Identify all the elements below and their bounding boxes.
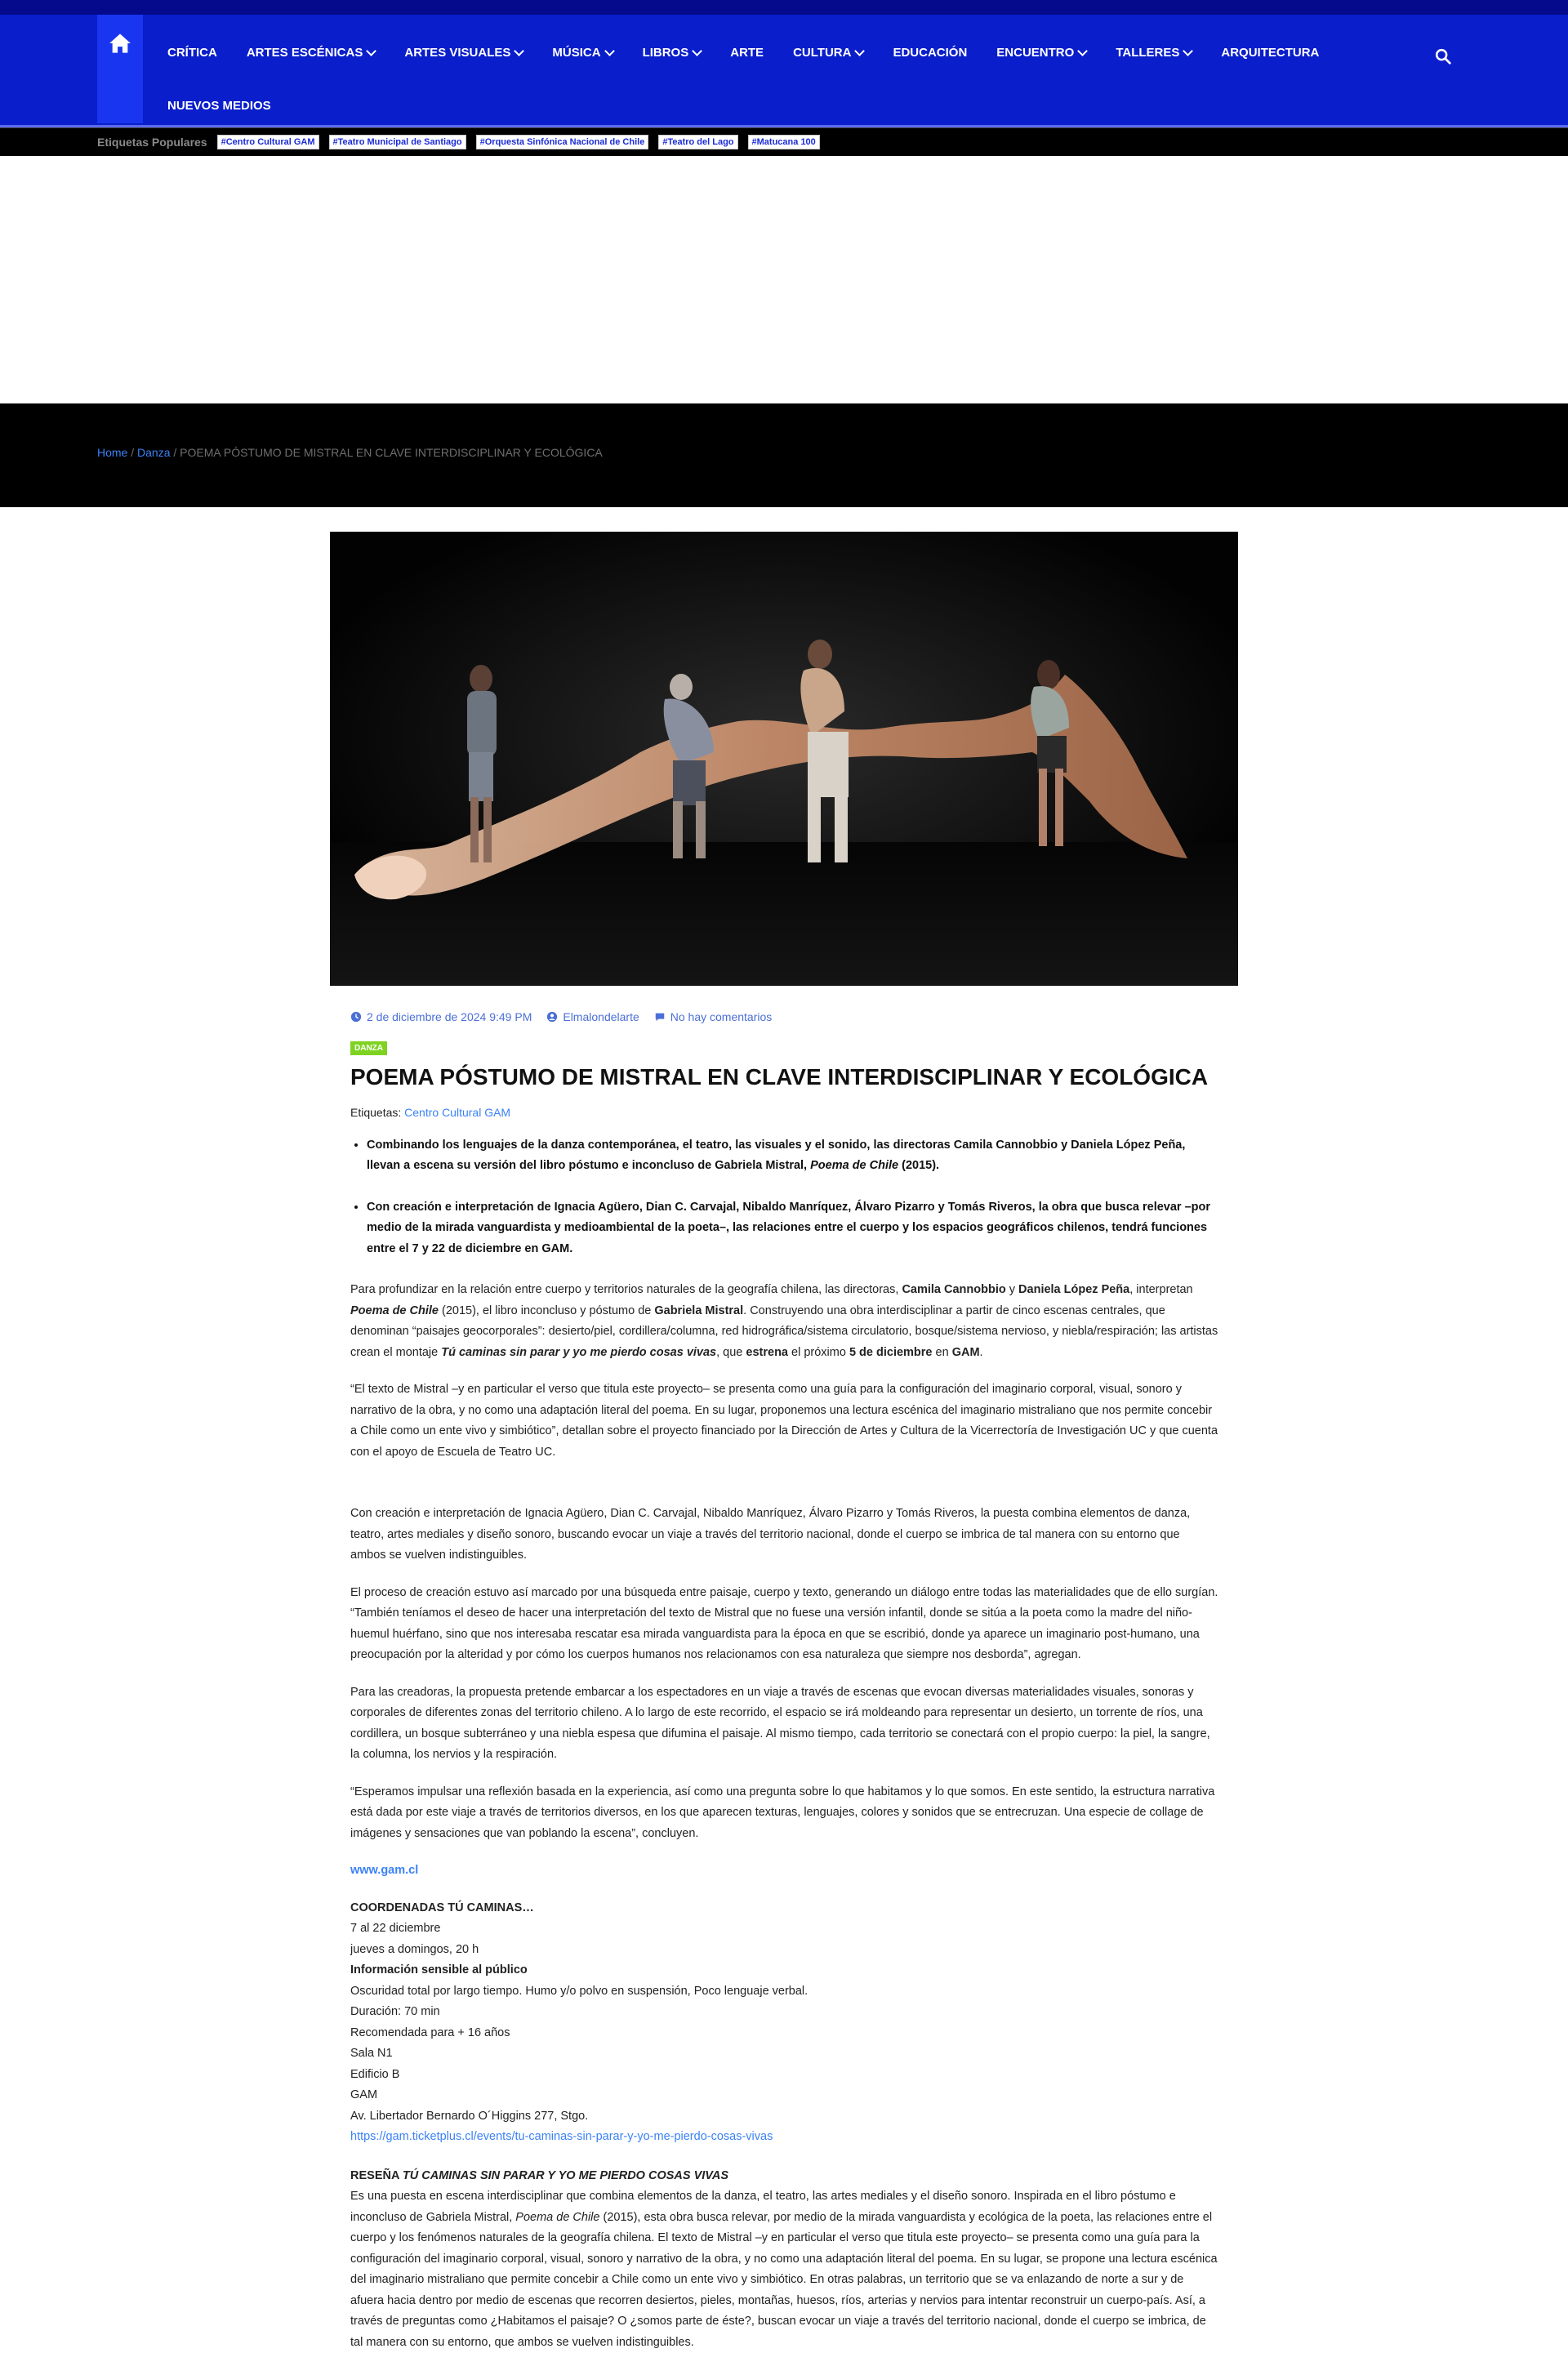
review-text: Es una puesta en escena interdisciplinar que combina elementos de la danza, el teatro, las artes mediales y el diseño sonoro. Inspirada en el libro póstumo e inconcluso de Gabriela Mistral, Poema de Chile (2015), esta obra busca relevar, por medio de la mirada vanguardista y ecológica de la poeta, las relaciones entre el cuerpo y los fenómenos naturales de la geografía chilena. El texto de Mistral –y en particular el verso que titula este proyecto– se presenta como una guía para la configuración del imaginario corporal, visual, sonoro y narrativo de la obra, y no como una adaptación literal del poema. En su lugar, se propone una lectura escénica del imaginario mistraliano que permite concebir a Chile como un ente vivo y simbiótico. En otras palabras, un territorio que se va enlazando de norte a sur y de afuera hacia dentro por medio de escenas que recorren desiertos, pieles, montañas, huesos, ríos, arterias y nervios para intentar reconstruir un cuerpo-país. Así, a través de preguntas como ¿Habitamos el paisaje? O ¿somos parte de éste?, buscan evocar un viaje a través del territorio nacional, donde el cuerpo se imbrica, de tal manera con su entorno, que ambos se vuelven indistinguibles.	[350, 2190, 1218, 2349]
post-author[interactable]	[546, 1010, 639, 1023]
nav-item-nuevos-medios[interactable]: NUEVOS MEDIOS	[167, 99, 271, 113]
detail-sensitive: Oscuridad total por largo tiempo. Humo y/o polvo en suspensión, Poco lenguaje verbal.	[350, 1984, 808, 1998]
post-comments[interactable]	[654, 1010, 773, 1023]
tag-link[interactable]: #Orquesta Sinfónica Nacional de Chile	[476, 135, 649, 149]
post-comments-text: No hay comentarios	[670, 1010, 773, 1023]
article-title: POEMA PÓSTUMO DE MISTRAL EN CLAVE INTERDISCIPLINAR Y ECOLÓGICA	[350, 1064, 1209, 1090]
spacer	[350, 1479, 1218, 1504]
nav-menu	[167, 46, 1348, 60]
nav-item-label: CRÍTICA	[167, 46, 217, 60]
post-author-text: Elmalondelarte	[563, 1010, 639, 1023]
detail-schedule: jueves a domingos, 20 h	[350, 1942, 479, 1956]
detail-duration: Duración: 70 min	[350, 2005, 440, 2019]
nav-item-label: ENCUENTRO	[996, 46, 1075, 60]
nav-item-label: MÚSICA	[552, 46, 601, 60]
tickets-link[interactable]: https://gam.ticketplus.cl/events/tu-caminas-sin-parar-y-yo-me-pierdo-cosas-vivas	[350, 2130, 773, 2144]
detail-venue: GAM	[350, 2088, 378, 2102]
paragraph: Para las creadoras, la propuesta pretende embarcar a los espectadores en un viaje a través de escenas que evocan diversas materialidades visuales, sonoras y corporales de diferentes zonas del territorio chileno. A lo largo de este recorrido, el espacio se irá moldeando para representar un desierto, un torrente de ríos, una cordillera, un bosque subterráneo y una niebla espesa que difumina el paisaje. Al mismo tiempo, cada territorio se conectará con el propio cuerpo: la piel, la sangre, la columna, los nervios y la respiración.	[350, 1685, 1210, 1762]
tag-link[interactable]: #Centro Cultural GAM	[217, 135, 319, 149]
paragraph-intro: Para profundizar en la relación entre cuerpo y territorios naturales de la geografía chilena, las directoras, Camila Cannobbio y Daniela López Peña, interpretan Poema de Chile (2015), el libro inconcluso y póstumo de Gabriela Mistral. Construyendo una obra interdisciplinar a partir de cinco escenas centrales, que denominan “paisajes geocorporales”: desierto/piel, cordillera/columna, red hidrográfica/sistema circulatorio, bosque/sistema nervioso, y niebla/respiración; las artistas crean el montaje Tú caminas sin parar y yo me pierdo cosas vivas, que estrena el próximo 5 de diciembre en GAM.	[350, 1283, 1218, 1359]
tag-link[interactable]: #Matucana 100	[748, 135, 820, 149]
clock-icon	[350, 1011, 362, 1023]
nav-item-artes-visuales[interactable]	[404, 46, 523, 60]
nav-item-label: ARTES ESCÉNICAS	[246, 46, 363, 60]
post-date-text: 2 de diciembre de 2024 9:49 PM	[367, 1010, 532, 1023]
detail-dates: 7 al 22 diciembre	[350, 1922, 441, 1936]
detail-age: Recomendada para + 16 años	[350, 2025, 510, 2039]
nav-menu-row2	[167, 99, 301, 113]
tag-link[interactable]: #Teatro del Lago	[658, 135, 737, 149]
dancers-illustration	[330, 532, 1238, 986]
featured-image	[330, 532, 1238, 986]
search-icon[interactable]	[1434, 47, 1452, 65]
nav-item-libros[interactable]	[643, 46, 702, 60]
nav-item-artes-escénicas[interactable]	[247, 46, 376, 60]
review-heading: RESEÑA TÚ CAMINAS SIN PARAR Y YO ME PIERDO COSAS VIVAS	[350, 2168, 729, 2182]
chevron-down-icon	[514, 46, 525, 56]
nav-item-talleres[interactable]	[1116, 46, 1192, 60]
breadcrumb-section[interactable]: Danza	[137, 446, 171, 459]
nav-item-arte[interactable]	[730, 46, 764, 60]
ad-space	[0, 156, 1568, 403]
detail-building: Edificio B	[350, 2067, 400, 2081]
chevron-down-icon	[604, 46, 615, 56]
nav-item-label: EDUCACIÓN	[893, 46, 968, 60]
nav-item-educación[interactable]	[893, 46, 967, 60]
post-date[interactable]	[350, 1010, 532, 1023]
category-badge[interactable]: DANZA	[350, 1041, 387, 1055]
nav-item-label: ARTE	[730, 46, 764, 60]
breadcrumb-home[interactable]: Home	[97, 446, 128, 459]
bullet-text: Con creación e interpretación de Ignacia Agüero, Dian C. Carvajal, Nibaldo Manríquez, Álvaro Pizarro y Tomás Riveros, la obra que busca relevar –por medio de la mirada vanguardista y medioambiental de la poeta–, las relaciones entre el cuerpo y los espacios geográficos chilenos, tendrá funciones entre el 7 y 22 de diciembre en GAM.	[367, 1200, 1211, 1255]
summary-bullet	[367, 1197, 1218, 1260]
breadcrumb: Home / Danza / POEMA PÓSTUMO DE MISTRAL EN CLAVE INTERDISCIPLINAR Y ECOLÓGICA	[97, 446, 603, 459]
popular-tags-bar	[0, 127, 1568, 156]
bullet-text: Combinando los lenguajes de la danza contemporánea, el teatro, las visuales y el sonido, las directoras Camila Cannobbio y Daniela López Peña, llevan a escena su versión del libro póstumo e inconcluso de Gabriela Mistral,	[367, 1138, 1186, 1173]
nav-item-cultura[interactable]	[793, 46, 863, 60]
nav-item-encuentro[interactable]	[996, 46, 1086, 60]
nav-item-música[interactable]	[552, 46, 612, 60]
chevron-down-icon	[1183, 46, 1194, 56]
nav-item-label: LIBROS	[642, 46, 689, 60]
website-link[interactable]: www.gam.cl	[350, 1864, 419, 1878]
breadcrumb-current: POEMA PÓSTUMO DE MISTRAL EN CLAVE INTERDISCIPLINAR Y ECOLÓGICA	[180, 446, 603, 459]
article	[350, 1010, 1218, 2353]
nav-item-arquitectura[interactable]	[1221, 46, 1319, 60]
nav-item-label: ARQUITECTURA	[1221, 46, 1320, 60]
popular-tags-label: Etiquetas Populares	[97, 136, 207, 149]
nav-item-label: CULTURA	[793, 46, 852, 60]
article-tags	[350, 1106, 1218, 1119]
top-strip	[0, 0, 1568, 15]
chevron-down-icon	[692, 46, 702, 56]
tag-link-gam[interactable]: Centro Cultural GAM	[404, 1105, 511, 1119]
bullet-text: (2015).	[898, 1159, 940, 1173]
sensitive-heading: Información sensible al público	[350, 1963, 528, 1977]
summary-bullet	[367, 1135, 1218, 1177]
paragraph: “El texto de Mistral –y en particular el verso que titula este proyecto– se presenta como una guía para la configuración del imaginario corporal, visual, sonoro y narrativo de la obra, y no como una adaptación literal del poema. En su lugar, proponemos una lectura escénica del imaginario mistraliano que nos permite concebir a Chile como un ente vivo y simbiótico”, detallan sobre el proyecto financiado por la Dirección de Artes y Cultura de la Vicerrectoría de Investigación UC y que cuenta con el apoyo de Escuela de Teatro UC.	[350, 1383, 1218, 1459]
details-heading: COORDENADAS TÚ CAMINAS…	[350, 1901, 534, 1914]
detail-address: Av. Libertador Bernardo O´Higgins 277, Stgo.	[350, 2109, 589, 2123]
main-navigation	[0, 15, 1568, 127]
event-details	[350, 1898, 1218, 2148]
tags-label: Etiquetas:	[350, 1105, 402, 1119]
post-meta	[350, 1010, 1218, 1023]
nav-item-label: TALLERES	[1116, 46, 1180, 60]
home-button[interactable]	[97, 15, 143, 123]
comment-icon	[654, 1011, 666, 1023]
bullet-italic: Poema de Chile	[810, 1159, 899, 1173]
review-section	[350, 2166, 1218, 2353]
user-icon	[546, 1011, 558, 1023]
chevron-down-icon	[855, 46, 866, 56]
paragraph: “Esperamos impulsar una reflexión basada en la experiencia, así como una pregunta sobre lo que habitamos y lo que somos. En este sentido, la estructura narrativa está dada por este viaje a través de territorios diversos, en los que aparecen texturas, lenguajes, colores y sonidos que se entrecruzan. Una especie de collage de imágenes y sensaciones que van poblando la escena”, concluyen.	[350, 1785, 1215, 1840]
chevron-down-icon	[1077, 46, 1088, 56]
nav-item-label: ARTES VISUALES	[404, 46, 511, 60]
paragraph: Con creación e interpretación de Ignacia Agüero, Dian C. Carvajal, Nibaldo Manríquez, Álvaro Pizarro y Tomás Riveros, la puesta combina elementos de danza, teatro, artes mediales y diseño sonoro, buscando evocar un viaje a través del territorio nacional, donde el cuerpo se imbrica de tal manera con su entorno que ambos se vuelven indistinguibles.	[350, 1507, 1191, 1562]
detail-room: Sala N1	[350, 2047, 393, 2061]
chevron-down-icon	[366, 46, 376, 56]
breadcrumb-banner	[0, 403, 1568, 507]
tag-link[interactable]: #Teatro Municipal de Santiago	[329, 135, 466, 149]
summary-bullets	[350, 1135, 1218, 1260]
home-icon	[109, 33, 131, 54]
nav-item-crítica[interactable]	[167, 46, 217, 60]
paragraph: El proceso de creación estuvo así marcado por una búsqueda entre paisaje, cuerpo y texto, generando un diálogo entre todas las materialidades que de ello surgían. “También teníamos el deseo de hacer una interpretación del texto de Mistral que no fuese una versión infantil, donde se sitúa a la poeta como la madre del niño-huemul huérfano, sino que nos interesaba rescatar esa mirada vanguardista para la época en que se escribió, donde ya aparece un imaginario post-humano, una preocupación por la alteridad y por cómo los cuerpos humanos nos relacionamos con esa naturaleza que siempre nos desborda”, agregan.	[350, 1585, 1218, 1662]
